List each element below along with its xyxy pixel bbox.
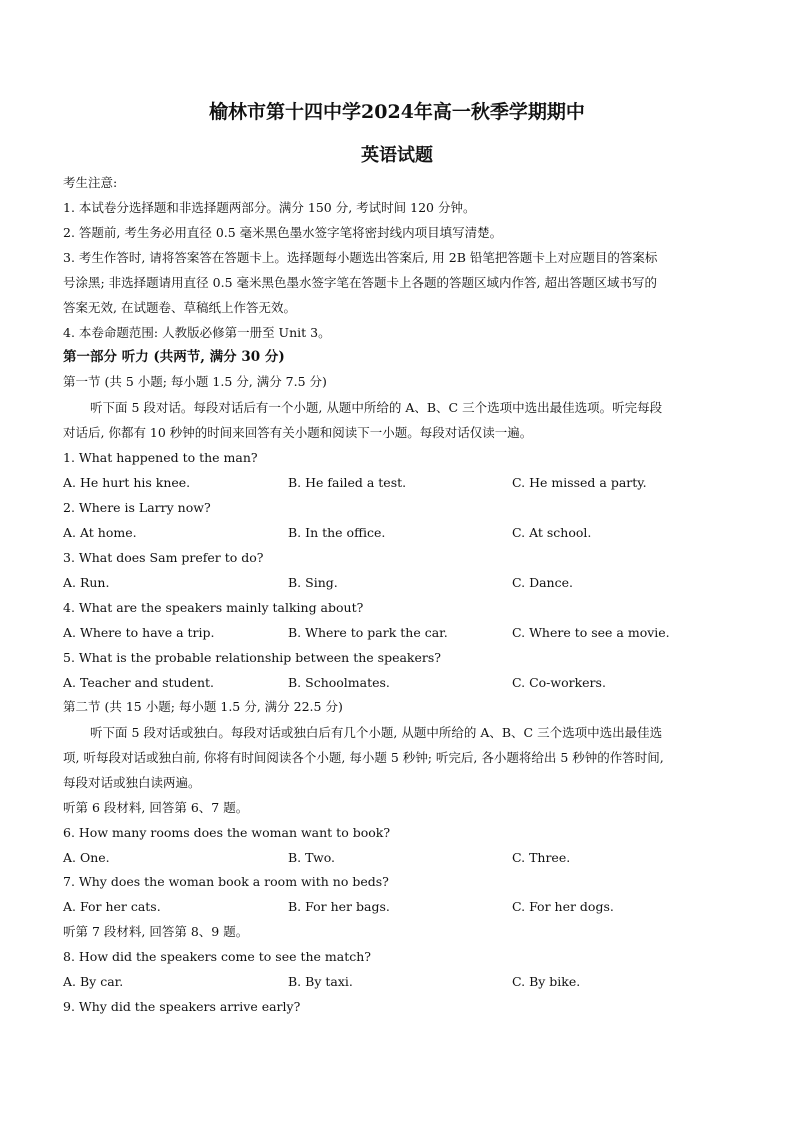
option-b: B. Two. [288,850,336,865]
option-b: B. For her bags. [288,899,390,914]
section1-instructions: 对话后, 你都有 10 秒钟的时间来回答有关小题和阅读下一小题。每段对话仅读一遍。 [63,425,533,440]
section2-instructions: 项, 听每段对话或独白前, 你将有时间阅读各个小题, 每小题 5 秒钟; 听完后, 各小题将给出 5 秒钟的作答时间, [63,750,664,765]
option-a: A. Teacher and student. [63,675,215,690]
notice-item: 1. 本试卷分选择题和非选择题两部分。满分 150 分, 考试时间 120 分钟。 [63,200,476,215]
option-b: B. He failed a test. [288,475,407,490]
question-stem: 6. How many rooms does the woman want to book? [63,825,391,840]
question-stem: 4. What are the speakers mainly talking about? [63,600,364,615]
section1-title: 第一节 (共 5 小题; 每小题 1.5 分, 满分 7.5 分) [63,374,327,389]
option-c: C. He missed a party. [512,475,647,490]
notice-item: 号涂黑; 非选择题请用直径 0.5 毫米黑色墨水签字笔在答题卡上各题的答题区域内作答, 超出答题区域书写的 [63,275,657,290]
option-a: A. For her cats. [63,899,161,914]
notice-item: 答案无效, 在试题卷、草稿纸上作答无效。 [63,300,296,315]
option-c: C. Three. [512,850,571,865]
section1-instructions: 听下面 5 段对话。每段对话后有一个小题, 从题中所给的 A、B、C 三个选项中选出最佳选项。听完每段 [90,400,663,415]
question-stem: 3. What does Sam prefer to do? [63,550,264,565]
option-a: A. Run. [63,575,110,590]
exam-subtitle: 英语试题 [361,145,433,166]
part1-title: 第一部分 听力 (共两节, 满分 30 分) [63,349,285,365]
material-instruction: 听第 7 段材料, 回答第 8、9 题。 [63,924,249,939]
question-stem: 9. Why did the speakers arrive early? [63,999,301,1014]
question-stem: 7. Why does the woman book a room with no beds? [63,874,389,889]
material-instruction: 听第 6 段材料, 回答第 6、7 题。 [63,800,249,815]
option-c: C. Where to see a movie. [512,625,670,640]
option-b: B. Sing. [288,575,338,590]
notice-item: 2. 答题前, 考生务必用直径 0.5 毫米黑色墨水签字笔将密封线内项目填写清楚。 [63,225,503,240]
option-a: A. He hurt his knee. [63,475,191,490]
notice-header: 考生注意: [63,175,118,190]
exam-title: 榆林市第十四中学2024年高一秋季学期期中 [209,101,585,123]
option-c: C. By bike. [512,974,581,989]
question-stem: 1. What happened to the man? [63,450,258,465]
option-c: C. Dance. [512,575,573,590]
section2-instructions: 听下面 5 段对话或独白。每段对话或独白后有几个小题, 从题中所给的 A、B、C 三个选项中选出最佳选 [90,725,663,740]
section2-instructions: 每段对话或独白读两遍。 [63,775,201,790]
section2-title: 第二节 (共 15 小题; 每小题 1.5 分, 满分 22.5 分) [63,699,343,714]
option-b: B. In the office. [288,525,386,540]
question-stem: 8. How did the speakers come to see the match? [63,949,372,964]
option-c: C. For her dogs. [512,899,614,914]
option-a: A. One. [63,850,110,865]
option-c: C. At school. [512,525,592,540]
option-c: C. Co-workers. [512,675,606,690]
option-a: A. By car. [63,974,124,989]
question-stem: 5. What is the probable relationship between the speakers? [63,650,441,665]
notice-item: 3. 考生作答时, 请将答案答在答题卡上。选择题每小题选出答案后, 用 2B 铅笔把答题卡上对应题目的答案标 [63,250,658,265]
option-b: B. Schoolmates. [288,675,390,690]
question-stem: 2. Where is Larry now? [63,500,211,515]
option-b: B. By taxi. [288,974,353,989]
option-b: B. Where to park the car. [288,625,448,640]
option-a: A. At home. [63,525,137,540]
option-a: A. Where to have a trip. [63,625,215,640]
notice-item: 4. 本卷命题范围: 人教版必修第一册至 Unit 3。 [63,325,331,340]
